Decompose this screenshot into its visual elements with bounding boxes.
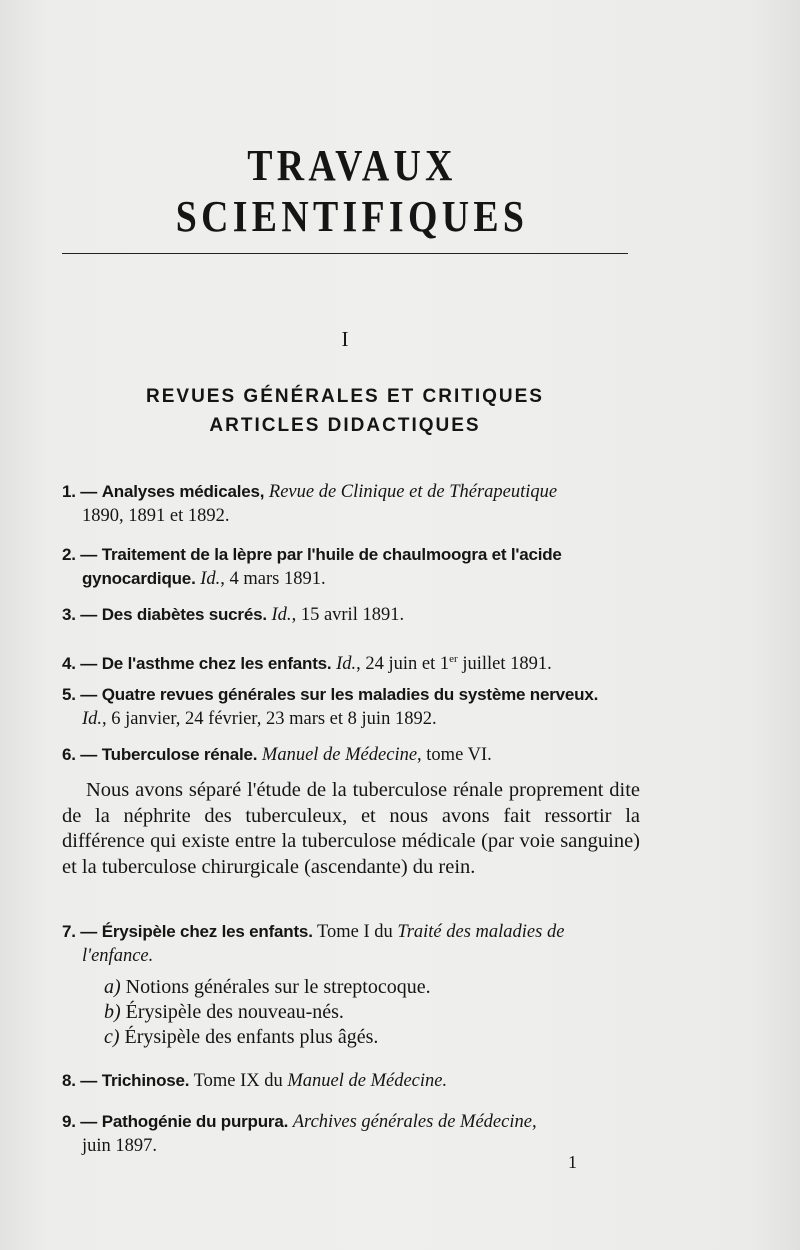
entry-source: Revue de Clinique et de Thérapeutique (268, 482, 558, 502)
entry-8 (62, 1069, 642, 1093)
entry-date: , 15 avril 1891. (291, 605, 405, 625)
subitem-a (104, 976, 431, 999)
subitem-text: Érysipèle des nouveau-nés. (125, 1001, 344, 1023)
entry-number: 5. — (62, 685, 98, 704)
entry-6 (62, 743, 642, 767)
entry-2 (62, 543, 642, 591)
subitem-letter: a) (104, 976, 121, 998)
subitem-c (104, 1026, 378, 1049)
entry-9 (62, 1110, 642, 1158)
entry-date: , tome VI. (417, 745, 492, 765)
entry-date: , 24 juin et 1 (356, 654, 450, 675)
entry-number: 2. — (62, 545, 98, 564)
entry-1 (62, 480, 642, 528)
entry-number: 4. — (62, 654, 98, 674)
entry-title: De l'asthme chez les enfants. (101, 654, 332, 674)
subitem-text: Érysipèle des enfants plus âgés. (124, 1026, 379, 1048)
entry-number: 3. — (62, 605, 98, 624)
entry-date: , 6 janvier, 24 février, 23 mars et 8 juin 1892. (102, 709, 437, 729)
entry-continuation: 1890, 1891 et 1892. (82, 506, 230, 526)
entry-source: Archives générales de Médecine, (292, 1112, 537, 1132)
title-rule (62, 253, 628, 254)
entry-number: 9. — (62, 1112, 98, 1131)
entry-date: , 4 mars 1891. (220, 569, 326, 589)
entry-5 (62, 683, 642, 731)
entry-4 (62, 647, 642, 676)
subitem-text: Notions générales sur le streptocoque. (125, 976, 431, 998)
entry-3 (62, 603, 642, 627)
entry-number: 6. — (62, 745, 98, 764)
entry-source: Id. (336, 654, 357, 675)
section-numeral: I (341, 327, 349, 351)
entry-title: Trichinose. (101, 1071, 190, 1090)
page-number: 1 (568, 1152, 577, 1172)
entry-source: Id. (271, 605, 292, 625)
entry-source: Id. (200, 569, 221, 589)
entry-6-description: Nous avons séparé l'étude de la tuberculose rénale proprement dite de la néphrite des tuberculeux, et nous avons fait ressortir la différence qui existe entre la tuberculose médicale (par voie sanguine) et la tuberculose chirurgicale (ascendante) du rein. (62, 779, 640, 878)
entry-date-superscript: er (449, 653, 458, 665)
entry-continuation: juin 1897. (82, 1136, 158, 1156)
section-title-line1: REVUES GÉNÉRALES ET CRITIQUES (146, 386, 544, 407)
entry-volume: Tome IX du (193, 1071, 283, 1091)
entry-title: Quatre revues générales sur les maladies du système nerveux. (101, 685, 599, 704)
entry-title: Analyses médicales, (101, 482, 265, 501)
entry-title: Tuberculose rénale. (101, 745, 258, 764)
entry-7 (62, 920, 642, 968)
entry-title: Érysipèle chez les enfants. (101, 922, 313, 941)
entry-date-end: juillet 1891. (457, 654, 552, 675)
entry-source-continuation: l'enfance. (82, 946, 154, 966)
subitem-letter: c) (104, 1026, 120, 1048)
page-title: TRAVAUX SCIENTIFIQUES (175, 141, 529, 241)
section-title-line2: ARTICLES DIDACTIQUES (209, 415, 481, 436)
subitem-b (104, 1001, 344, 1024)
subitem-letter: b) (104, 1001, 121, 1023)
entry-source: Id. (82, 709, 103, 729)
entry-source: Manuel de Médecine. (287, 1071, 448, 1091)
entry-source: Traité des maladies de (397, 922, 565, 942)
entry-title: Traitement de la lèpre par l'huile de chaulmoogra et l'acide (101, 545, 562, 564)
entry-title: Pathogénie du purpura. (101, 1112, 289, 1131)
entry-source: Manuel de Médecine (261, 745, 418, 765)
entry-number: 1. — (62, 482, 98, 501)
entry-volume: Tome I du (317, 922, 393, 942)
entry-title: Des diabètes sucrés. (101, 605, 267, 624)
entry-number: 8. — (62, 1071, 98, 1090)
entry-number: 7. — (62, 922, 98, 941)
entry-title-continuation: gynocardique. (82, 569, 196, 588)
